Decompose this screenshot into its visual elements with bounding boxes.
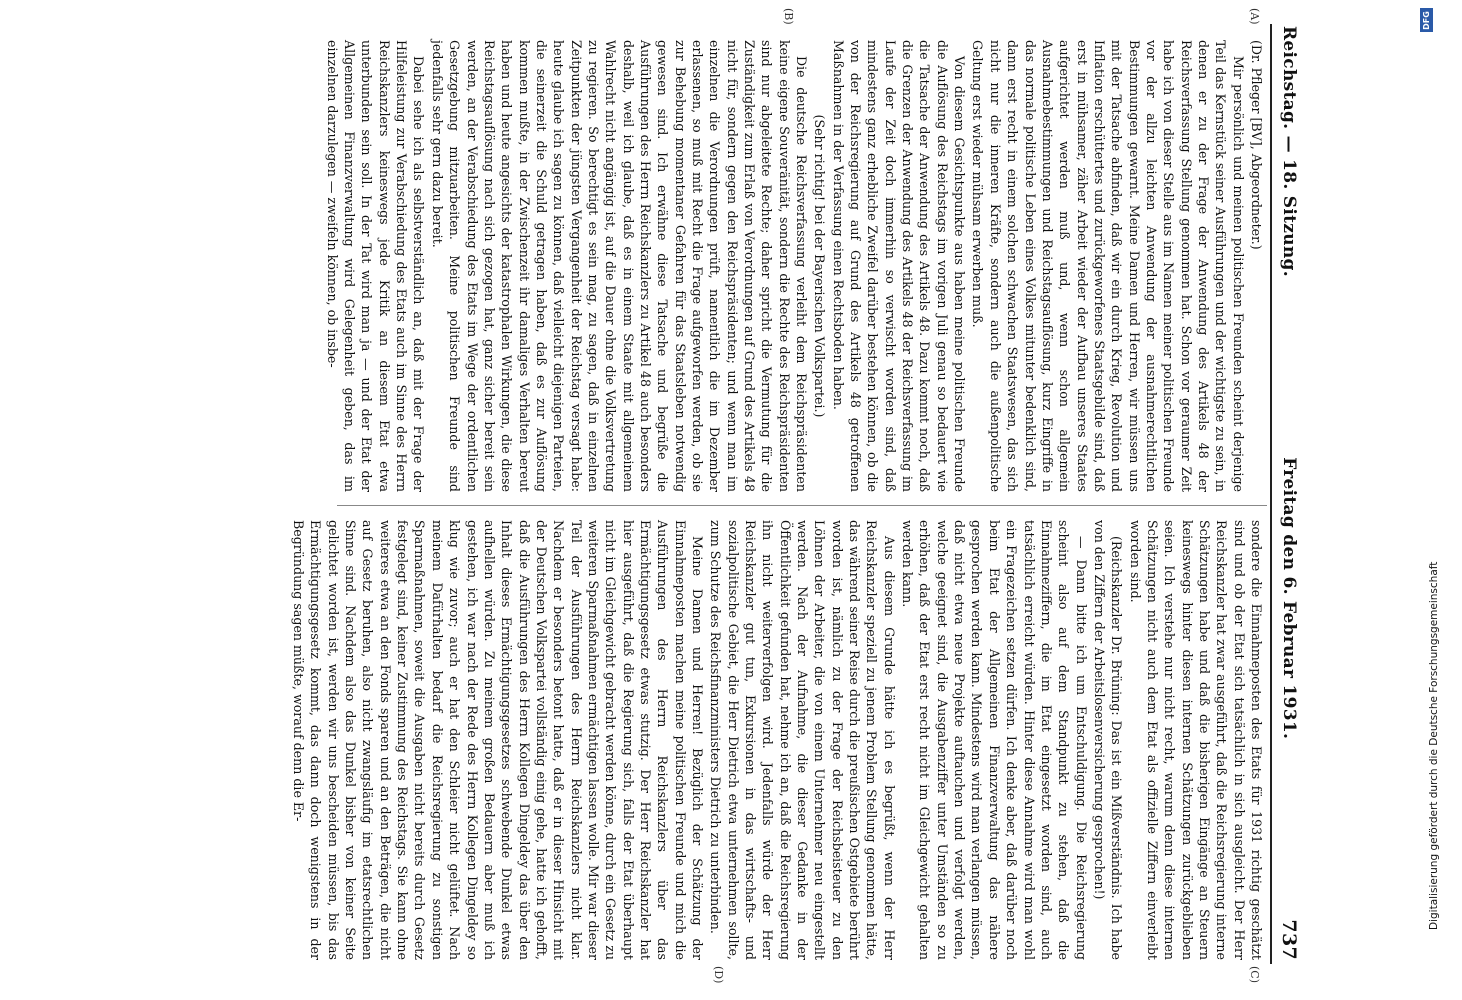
- header-session: Reichstag. — 18. Sitzung.: [1279, 26, 1299, 277]
- paragraph: Dabei sehe ich als selbstverständlich an, daß mit der Frage der Hilfeleistung zur Verabschiedung des Etats auch im Sinne des Herrn Reichskanzlers keineswegs jede Kritik an diesem Etat etwa unterbunden sein soll. In der Tat wird man ja — und der Etat der Allgemeinen Finanzverwaltung wird Gelegenheit geben, das im einzelnen darzulegen — zweifeln können, ob insbe-: [324, 40, 427, 492]
- interjection: (Reichskanzler Dr. Brüning: Das ist ein Mißverständnis. Ich habe von den Ziffern der Arbeitslosenversicherung gesprochen!): [1091, 520, 1125, 960]
- paragraph: Mir persönlich und meinen politischen Freunden scheint derjenige Teil das Kernstück seiner Ausführungen und der wichtigste zu sein, in denen er zu der Frage der Anwendung des Artikels 48 der Reichsverfassung Stellung genommen hat. Schon vor geraumer Zeit habe ich von dieser Stelle aus im Namen meiner politischen Freunde vor der allzu leichten Anwendung der ausnahmerechtlichen Bestimmungen gewarnt. Meine Damen und Herren, wir müssen uns mit der Tatsache abfinden, daß wir ein durch Krieg, Revolution und Inflation erschüttertes und zurückgeworfenes Staatsgebilde sind, daß erst in mühsamer, zäher Arbeit wieder der Aufbau unseres Staates aufgerichtet werden muß und, wenn schon allgemein Ausnahmebestimmungen und Reichstagsauflösung, kurz Eingriffe in das normale politische Leben eines Volkes mitunter bedenklich sind, dann erst recht in einem solchen schwachen Staatswesen, das sich nicht nur die inneren Kräfte, sondern auch die außenpolitische Geltung erst wieder mühsam erwerben muß.: [970, 40, 1246, 492]
- funding-credit: [1400, 0, 1440, 1000]
- paragraph: Von diesem Gesichtspunkte aus haben meine politischen Freunde die Auflösung des Reichstags im vorigen Juli genau so bedauert wie die Tatsache der Anwendung des Artikels 48. Dazu kommt noch, daß die Grenzen der Anwendung des Artikels 48 der Reichsverfassung im Laufe der Zeit doch immerhin so verwischt worden sind, daß mindestens ganz erhebliche Zweifel darüber bestehen können, ob die von der Reichsregierung auf Grund des Artikels 48 getroffenen Maßnahmen in der Verfassung einen Rechtsboden haben.: [830, 40, 968, 492]
- interjection: (Sehr richtig! bei der Bayerischen Volkspartei.): [812, 114, 828, 418]
- paragraph: Meine Damen und Herren! Bezüglich der Schätzung der Einnahmeposten machen meine politischen Freunde und mich die Ausführungen des Herrn Reichskanzlers über das Ermächtigungsgesetz etwas stutzig. Der Herr Reichskanzler hat hier ausgeführt, daß die Regierung sich, falls der Etat überhaupt nicht im Gleichgewicht gebracht werden könne, durch ein Gesetz zu weiteren Sparmaßnahmen ermächtigen lassen wolle. Mir war dieser Teil der Ausführungen des Herrn Reichskanzlers nicht klar. Nachdem er besonders betont hatte, daß er in dieser Hinsicht mit der Deutschen Volkspartei vollständig einig gehe, hatte ich gehofft, daß die Ausführungen des Herrn Kollegen Dingeldey das über den Inhalt dieses Ermächtigungsgesetzes schwebende Dunkel etwas aufhellen würden. Zu meinem großen Bedauern aber muß ich gestehen, ich war nach der Rede des Herrn Kollegen Dingeldey so klug wie zuvor; auch er hat den Schleier nicht gelüftet. Nach meinem Dafürhalten bedarf die Reichsregierung zu sonstigen Sparmaßnahmen, soweit die Ausgaben nicht bereits durch Gesetz festgelegt sind, keiner Zustimmung des Reichstags. Sie kann ohne weiteres etwa an den Fonds sparen und an den Beträgen, die nicht auf Gesetz beruhen, also nicht zwangsläufig im etatsrechtlichen Sinne sind. Nachdem also das Dunkel bisher von keiner Seite gelichtet worden ist, werden wir uns bescheiden müssen, bis das Ermächtigungsgesetz kommt, das dann doch wenigstens in der Begründung sagen müßte, worauf denn die Er-: [291, 520, 705, 960]
- margin-marker-b: (B): [782, 8, 795, 25]
- credit-text: Digitalisierung gefördert durch die Deutsche Forschungsgemeinschaft: [1428, 561, 1440, 930]
- paragraph: sondere die Einnahmeposten des Etats für 1931 richtig geschätzt sind und ob der Etat sich tatsächlich in sich ausgleicht. Der Herr Reichskanzler hat zwar ausgeführt, daß die Reichsregierung interne Schätzungen habe und daß die bisherigen Eingänge an Steuern keineswegs hinter diesen internen Schätzungen zurückgeblieben seien. Ich verstehe nur nicht recht, warum denn diese internen Schätzungen nicht auch dem Etat als offizielle Ziffern einverleibt worden sind.: [1127, 520, 1264, 960]
- right-column: [291, 520, 1265, 960]
- margin-marker-d: (D): [712, 966, 725, 984]
- paragraph: Aus diesem Grunde hätte ich es begrüßt, wenn der Herr Reichskanzler speziell zu jenem Problem Stellung genommen hätte, das während seiner Reise durch die preußischen Ostgebiete berührt worden ist, nämlich zu der Frage der Reichsbeisteuer zu den Löhnen der Arbeiter, die von einem Unternehmer neu eingestellt werden. Nach der Aufnahme, die dieser Gedanke in der Öffentlichkeit gefunden hat, nehme ich an, daß die Reichsregierung ihn nicht weiterverfolgen wird. Jedenfalls würde der Herr Reichskanzler gut tun, Exkursionen in das wirtschafts- und sozialpolitische Gebiet, die Herr Dietrich etwa unternehmen sollte, zum Schutze des Reichsfinanzministers Dietrich zu unterbinden.: [708, 520, 897, 960]
- left-column: [324, 40, 1265, 492]
- paragraph: Die deutsche Reichsverfassung verleiht dem Reichspräsidenten keine eigene Souveränität, sondern die Rechte des Reichspräsidenten sind nur abgeleitete Rechte; daher spricht die Vermutung für die Zuständigkeit zum Erlaß von Verordnungen auf Grund des Artikels 48 nicht für, sondern gegen den Reichspräsidenten; und wenn man im einzelnen die Verordnungen prüft, namentlich die im Dezember erlassenen, so muß mit Recht die Frage aufgeworfen werden, ob sie zur Behebung momentaner Gefahren für das Staatsleben notwendig gewesen sind. Ich erwähne diese Tatsache und begrüße die Ausführungen des Herrn Reichskanzlers zu Artikel 48 auch besonders deshalb, weil ich glaube, daß es in einem Staate mit allgemeinem Wahlrecht nicht angängig ist, auf die Dauer ohne die Volksvertretung zu regieren. So berechtigt es sein mag, zu sagen, daß in einzelnen Zeitpunkten der jüngsten Vergangenheit der Reichstag versagt habe: heute glaube ich sagen zu können, daß vielleicht diejenigen Parteien, die seinerzeit die Schuld getragen haben, daß es zur Auflösung kommen mußte, in der Zwischenzeit ihr damaliges Verhalten bereut haben und heute angesichts der katastrophalen Wirkungen, die diese Reichstagsauflösung nach sich gezogen hat, ganz sicher bereit sein werden, an der Verabschiedung des Etats im Wege der ordentlichen Gesetzgebung mitzuarbeiten. Meine politischen Freunde sind jedenfalls sehr gern dazu bereit.: [429, 40, 810, 492]
- dfg-logo-text: DFG: [1422, 10, 1432, 30]
- page-header: [1275, 26, 1303, 960]
- dfg-logo: [1420, 8, 1433, 32]
- margin-marker-a: (A): [1248, 8, 1261, 25]
- page-number: 737: [1278, 919, 1300, 960]
- rotated-document-page: [55, 0, 1315, 1000]
- header-date: Freitag den 6. Februar 1931.: [1279, 457, 1299, 740]
- column-divider: [337, 505, 1267, 506]
- paragraph: — Dann bitte ich um Entschuldigung. Die Reichsregierung scheint also auf dem Standpunkt zu stehen, daß die Einnahmeziffern, die im Etat eingesetzt worden sind, auch tatsächlich erreicht würden. Hinter diese Annahme wird man wohl ein Fragezeichen setzen dürfen. Ich denke aber, daß darüber noch beim Etat der Allgemeinen Finanzverwaltung das nähere gesprochen werden kann. Mindestens wird man verlangen müssen, daß nicht etwa neue Projekte auftauchen und verfolgt werden, welche geeignet sind, die Ausgabenziffer unter Umständen so zu erhöhen, daß der Etat erst recht nicht im Gleichgewicht gehalten werden kann.: [900, 520, 1089, 960]
- header-rule: [1270, 24, 1272, 964]
- speaker-line: (Dr. Pfleger [BV], Abgeordneter.): [1249, 40, 1264, 250]
- margin-marker-c: (C): [1248, 966, 1261, 983]
